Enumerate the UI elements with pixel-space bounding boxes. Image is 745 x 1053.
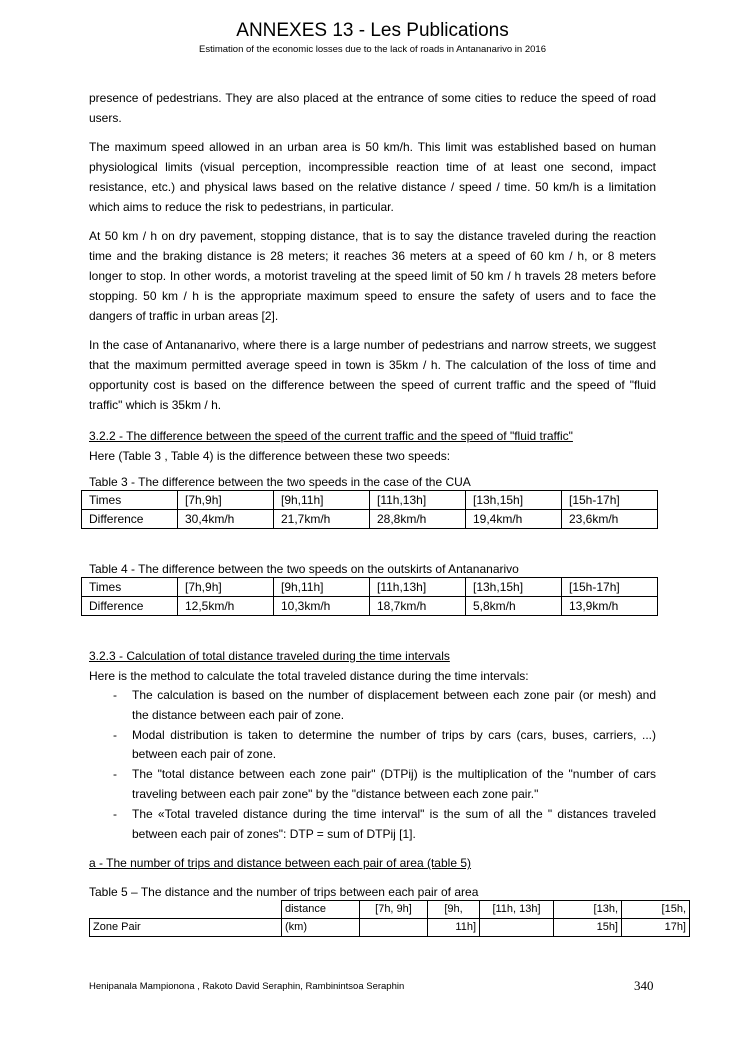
bullet-dash: -	[113, 727, 117, 742]
table-cell: 19,4km/h	[466, 510, 562, 529]
table-cell: (km)	[282, 919, 360, 937]
paragraph-1: presence of pedestrians. They are also placed at the entrance of some cities to reduce the speed of road users.	[89, 91, 656, 125]
table4-caption: Table 4 - The difference between the two speeds on the outskirts of Antananarivo	[89, 562, 519, 576]
table5	[89, 900, 690, 937]
page-content	[89, 88, 686, 937]
footer-authors: Henipanala Mampionona , Rakoto David Seraphin, Rambinintsoa Seraphin	[89, 981, 405, 992]
section-323-heading: 3.2.3 - Calculation of total distance traveled during the time intervals	[89, 649, 450, 663]
table-cell: [7h, 9h]	[360, 901, 428, 919]
table4-header-row	[82, 578, 658, 597]
table-cell: [11h,13h]	[370, 491, 466, 510]
section-322-intro: Here (Table 3 , Table 4) is the difference between these two speeds:	[89, 449, 451, 463]
table-cell: [15h-17h]	[562, 578, 658, 597]
table3-caption: Table 3 - The difference between the two speeds in the case of the CUA	[89, 475, 471, 489]
table-cell: [7h,9h]	[178, 578, 274, 597]
paragraph-3: At 50 km / h on dry pavement, stopping distance, that is to say the distance traveled during the reaction time and the braking distance is 28 meters; it reaches 36 meters at a speed of 60 km / h, or 8 meters longer to stop. In other words, a motorist traveling at the speed limit of 50 km / h travels 28 meters before stopping. 50 km / h is the appropriate maximum speed to ensure the safety of users and to face the dangers of traffic in urban areas [2].	[89, 229, 656, 323]
table5-header-row-1	[90, 901, 690, 919]
paragraph-2: The maximum speed allowed in an urban area is 50 km/h. This limit was established based on human physiological limits (visual perception, incompressible reaction time of at least one second, impact resistance, etc.) and physical laws based on the relative distance / speed / time. 50 km/h is a limitation which aims to reduce the risk to pedestrians, in particular.	[89, 140, 656, 214]
list-item	[89, 805, 656, 845]
list-item-text: The "total distance between each zone pair" (DTPij) is the multiplication of the "number of cars traveling between each pair zone" by the "distance between each zone pair."	[132, 767, 656, 801]
table-cell: [11h, 13h]	[480, 901, 554, 919]
table-cell: Difference	[82, 510, 178, 529]
table4-value-row	[82, 597, 658, 616]
table-cell: 21,7km/h	[274, 510, 370, 529]
bullet-dash: -	[113, 688, 117, 702]
table-cell: [13h,15h]	[466, 491, 562, 510]
table5-header-row-2	[90, 919, 690, 937]
table-cell: [9h,11h]	[274, 578, 370, 597]
section-a-heading: a - The number of trips and distance between each pair of area (table 5)	[89, 856, 472, 871]
table-cell: [15h-17h]	[562, 491, 658, 510]
table-cell: 17h]	[622, 919, 690, 937]
table3	[81, 490, 658, 529]
table-cell	[360, 919, 428, 937]
table-cell: 28,8km/h	[370, 510, 466, 529]
list-item	[89, 765, 656, 805]
table-cell: 10,3km/h	[274, 597, 370, 616]
table5-caption: Table 5 – The distance and the number of trips between each pair of area	[89, 885, 479, 900]
table-cell: distance	[282, 901, 360, 919]
list-item-text: The «Total traveled distance during the time interval" is the sum of all the " distances traveled between each pair of zones": DTP = sum of DTPij [1].	[132, 806, 656, 841]
table-cell: 18,7km/h	[370, 597, 466, 616]
bullet-dash: -	[113, 806, 117, 821]
section-322-heading: 3.2.2 - The difference between the speed of the current traffic and the speed of "fluid traffic"	[89, 429, 573, 443]
table-cell: Times	[82, 491, 178, 510]
table-cell: Difference	[82, 597, 178, 616]
table-cell: 12,5km/h	[178, 597, 274, 616]
table-cell: [11h,13h]	[370, 578, 466, 597]
table-cell: [13h,15h]	[466, 578, 562, 597]
table-cell: [7h,9h]	[178, 491, 274, 510]
table4	[81, 577, 658, 616]
list-item-text: The calculation is based on the number of displacement between each zone pair (or mesh) and the distance between each pair of zone.	[132, 688, 656, 722]
paragraph-4: In the case of Antananarivo, where there is a large number of pedestrians and narrow streets, we suggest that the maximum permitted average speed in town is 35km / h. The calculation of the loss of time and opportunity cost is based on the difference between the speed of current traffic and the speed of "fluid traffic" which is 35km / h.	[89, 338, 656, 412]
table-cell: Zone Pair	[90, 919, 282, 937]
table-cell	[480, 919, 554, 937]
table-cell: 23,6km/h	[562, 510, 658, 529]
table-cell: 13,9km/h	[562, 597, 658, 616]
table-cell: [9h,11h]	[274, 491, 370, 510]
table-cell: 30,4km/h	[178, 510, 274, 529]
page-number: 340	[634, 978, 654, 993]
table-cell: [9h,	[428, 901, 480, 919]
bullet-dash: -	[113, 767, 117, 782]
table-cell: 15h]	[554, 919, 622, 937]
table-cell: 5,8km/h	[466, 597, 562, 616]
table3-value-row	[82, 510, 658, 529]
table-cell: [15h,	[622, 901, 690, 919]
table-cell	[90, 901, 282, 919]
page-subtitle: Estimation of the economic losses due to the lack of roads in Antananarivo in 2016	[199, 44, 546, 55]
list-item	[89, 726, 656, 766]
table3-header-row	[82, 491, 658, 510]
table-cell: Times	[82, 578, 178, 597]
table-cell: 11h]	[428, 919, 480, 937]
list-item	[89, 686, 656, 726]
table-cell: [13h,	[554, 901, 622, 919]
method-list	[89, 686, 656, 844]
list-item-text: Modal distribution is taken to determine the number of trips by cars (cars, buses, carriers, ...) between each pair of zone.	[132, 727, 656, 762]
section-323-intro: Here is the method to calculate the total traveled distance during the time intervals:	[89, 669, 529, 683]
page-title: ANNEXES 13 - Les Publications	[236, 20, 509, 41]
